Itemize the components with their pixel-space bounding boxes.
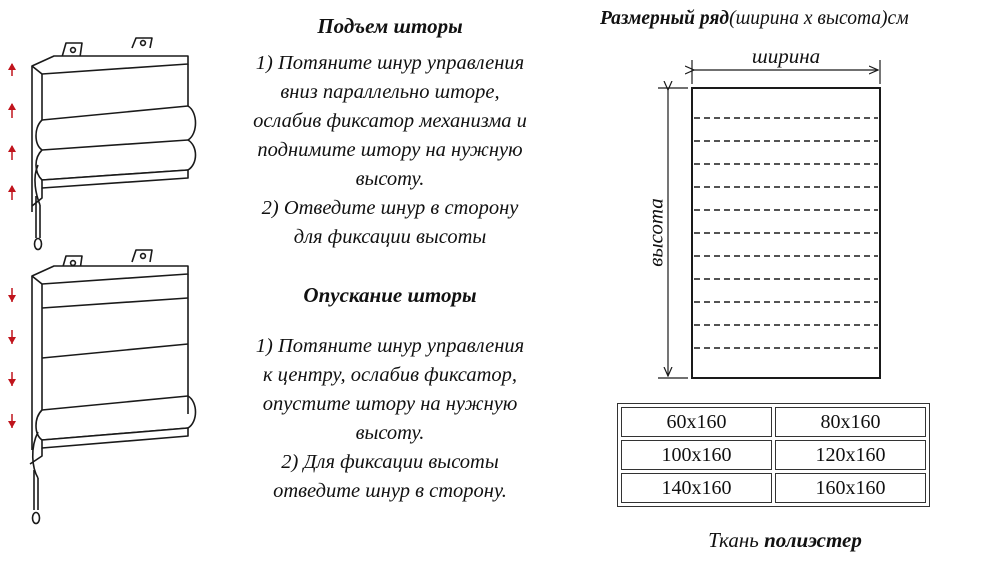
lowered-blind-illustration	[30, 250, 196, 524]
lower-title: Опускание шторы	[303, 283, 477, 307]
lower-line: к центру, ослабив фиксатор,	[262, 364, 518, 386]
raise-line: вниз параллельно шторе,	[280, 81, 500, 103]
size-range-title	[600, 8, 909, 30]
lower-line: высоту.	[355, 422, 425, 444]
fabric-note	[620, 528, 950, 553]
size-table	[617, 403, 930, 507]
fabric-label: Ткань	[708, 528, 759, 552]
size-diagram	[658, 60, 880, 378]
table-row	[621, 440, 926, 470]
raise-line: поднимите штору на нужную	[257, 139, 523, 161]
raise-instructions	[210, 49, 570, 252]
raise-line: ослабив фиксатор механизма и	[253, 110, 527, 132]
raise-line: 2) Отведите шнур в сторону	[261, 197, 519, 219]
size-cell: 160х160	[775, 473, 926, 503]
lower-instructions	[210, 332, 570, 506]
size-range-title-units: (ширина х высота)см	[729, 8, 909, 29]
lower-line: 2) Для фиксации высоты	[281, 451, 499, 473]
table-row	[621, 407, 926, 437]
height-label: высота	[643, 198, 668, 267]
size-cell: 140х160	[621, 473, 772, 503]
size-range-title-bold: Размерный ряд	[600, 8, 730, 29]
width-label: ширина	[751, 44, 821, 68]
raise-line: 1) Потяните шнур управления	[255, 52, 525, 74]
size-cell: 80х160	[775, 407, 926, 437]
size-cell: 60х160	[621, 407, 772, 437]
lower-line: отведите шнур в сторону.	[273, 480, 507, 502]
size-cell: 120х160	[775, 440, 926, 470]
fabric-material: полиэстер	[764, 528, 862, 552]
lower-line: 1) Потяните шнур управления	[255, 335, 525, 357]
raise-line: высоту.	[355, 168, 425, 190]
table-row	[621, 473, 926, 503]
lower-line: опустите штору на нужную	[262, 393, 518, 415]
raise-line: для фиксации высоты	[293, 226, 487, 248]
size-cell: 100х160	[621, 440, 772, 470]
raise-title: Подъем шторы	[317, 14, 463, 38]
raised-blind-illustration	[32, 38, 196, 250]
